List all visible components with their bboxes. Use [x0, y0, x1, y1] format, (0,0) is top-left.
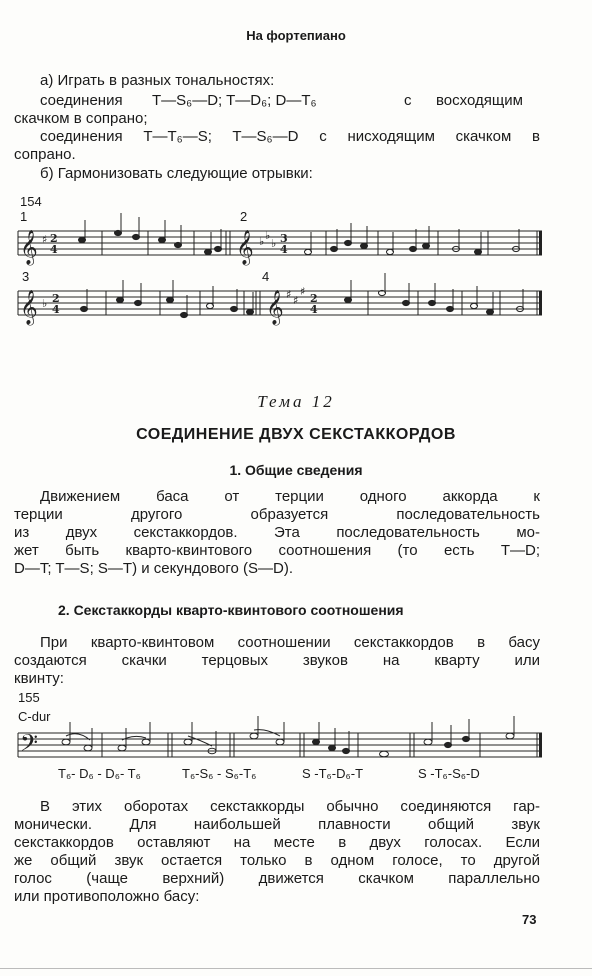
- svg-text:♭: ♭: [259, 235, 265, 248]
- svg-text:4: 4: [52, 303, 60, 316]
- section-1-heading: 1. Общие сведения: [229, 462, 363, 478]
- svg-text:𝄞: 𝄞: [20, 230, 38, 265]
- svg-text:♯: ♯: [286, 288, 292, 301]
- exercise-a-title: а) Играть в разных тональностях:: [40, 72, 275, 89]
- excerpt-label-3: 3: [22, 269, 30, 284]
- section-1-line-1: Движением баса от терции одного аккорда к: [40, 488, 540, 505]
- chord-label-1: T₆- D₆ - D₆- T₆: [58, 766, 141, 781]
- example-154-staff-row-2: [18, 285, 548, 325]
- exercise-a-line1-mid: T—S₆—D; T—D₆; D—T₆: [152, 92, 317, 109]
- example-155-number: 155: [18, 690, 40, 705]
- page-number: 73: [522, 912, 537, 927]
- svg-text:♭: ♭: [265, 229, 271, 242]
- example-154-number: 154: [20, 194, 42, 209]
- example-154-staff-row-1: [18, 225, 548, 265]
- section-1-line-4: жет быть кварто-квинтового соотношения (то есть T—D;: [14, 542, 540, 559]
- chord-label-2: T₆-S₆ - S₆-T₆: [182, 766, 257, 781]
- closing-line-5: голос (чаще верхний) движется скачком параллельно: [14, 870, 540, 887]
- closing-line-3: секстаккордов оставляют на месте в двух голосах. Если: [14, 834, 540, 851]
- svg-text:♭: ♭: [42, 297, 48, 310]
- svg-text:3: 3: [280, 232, 288, 245]
- svg-text:4: 4: [310, 303, 318, 316]
- section-2-heading: 2. Секстаккорды кварто-квинтового соотношения: [58, 602, 404, 618]
- svg-text:2: 2: [310, 292, 318, 305]
- section-1-line-2: терции другого образуется последовательность: [14, 506, 540, 523]
- exercise-a-line2: скачком в сопрано;: [14, 110, 148, 127]
- exercise-a-line1-c: с: [404, 92, 412, 109]
- example-155-staff: [18, 727, 548, 767]
- section-2-line-1: При кварто-квинтовом соотношении секстаккордов в басу: [40, 634, 540, 651]
- topic-label: Тема 12: [257, 392, 335, 411]
- section-1-line-3: из двух секстаккордов. Эта последовательность мо-: [14, 524, 540, 541]
- chapter-title: СОЕДИНЕНИЕ ДВУХ СЕКСТАККОРДОВ: [136, 426, 456, 443]
- chord-label-4: S -T₆-S₆-D: [418, 766, 480, 781]
- svg-text:4: 4: [50, 243, 58, 256]
- svg-text:𝄞: 𝄞: [266, 290, 284, 325]
- svg-text:2: 2: [52, 292, 60, 305]
- exercise-a-line1-right: восходящим: [436, 92, 523, 109]
- svg-text:♯: ♯: [300, 285, 306, 298]
- closing-line-2: монически. Для наибольшей плавности общий звук: [14, 816, 540, 833]
- exercise-a-line4: сопрано.: [14, 146, 76, 163]
- bottom-edge: [0, 968, 592, 969]
- svg-text:♯: ♯: [293, 294, 299, 307]
- running-header: На фортепиано: [246, 28, 346, 43]
- exercise-a-line1-left: соединения: [40, 92, 123, 109]
- exercise-a-line3: соединения T—T₆—S; T—S₆—D с нисходящим скачком в: [40, 128, 540, 145]
- closing-line-4: же общий звук остается только в одном голосе, то другой: [14, 852, 540, 869]
- svg-text:♯: ♯: [42, 233, 48, 246]
- example-155-key: C-dur: [18, 709, 51, 724]
- section-2-line-3: квинту:: [14, 670, 64, 687]
- svg-text:𝄞: 𝄞: [20, 290, 38, 325]
- chord-label-3: S -T₆-D₆-T: [302, 766, 364, 781]
- excerpt-label-1: 1: [20, 209, 28, 224]
- closing-line-1: В этих оборотах секстаккорды обычно соединяются гар-: [40, 798, 540, 815]
- svg-text:𝄢: 𝄢: [20, 729, 39, 762]
- svg-text:𝄞: 𝄞: [236, 230, 254, 265]
- section-1-line-5: D—T; T—S; S—T) и секундового (S—D).: [14, 560, 294, 577]
- svg-text:4: 4: [280, 243, 288, 256]
- excerpt-label-2: 2: [240, 209, 248, 224]
- svg-text:♭: ♭: [271, 237, 277, 250]
- section-2-line-2: создаются скачки терцовых звуков на кварту или: [14, 652, 540, 669]
- excerpt-label-4: 4: [262, 269, 270, 284]
- closing-line-6: или противоположно басу:: [14, 888, 200, 905]
- exercise-b-title: б) Гармонизовать следующие отрывки:: [40, 165, 313, 182]
- svg-text:2: 2: [50, 232, 58, 245]
